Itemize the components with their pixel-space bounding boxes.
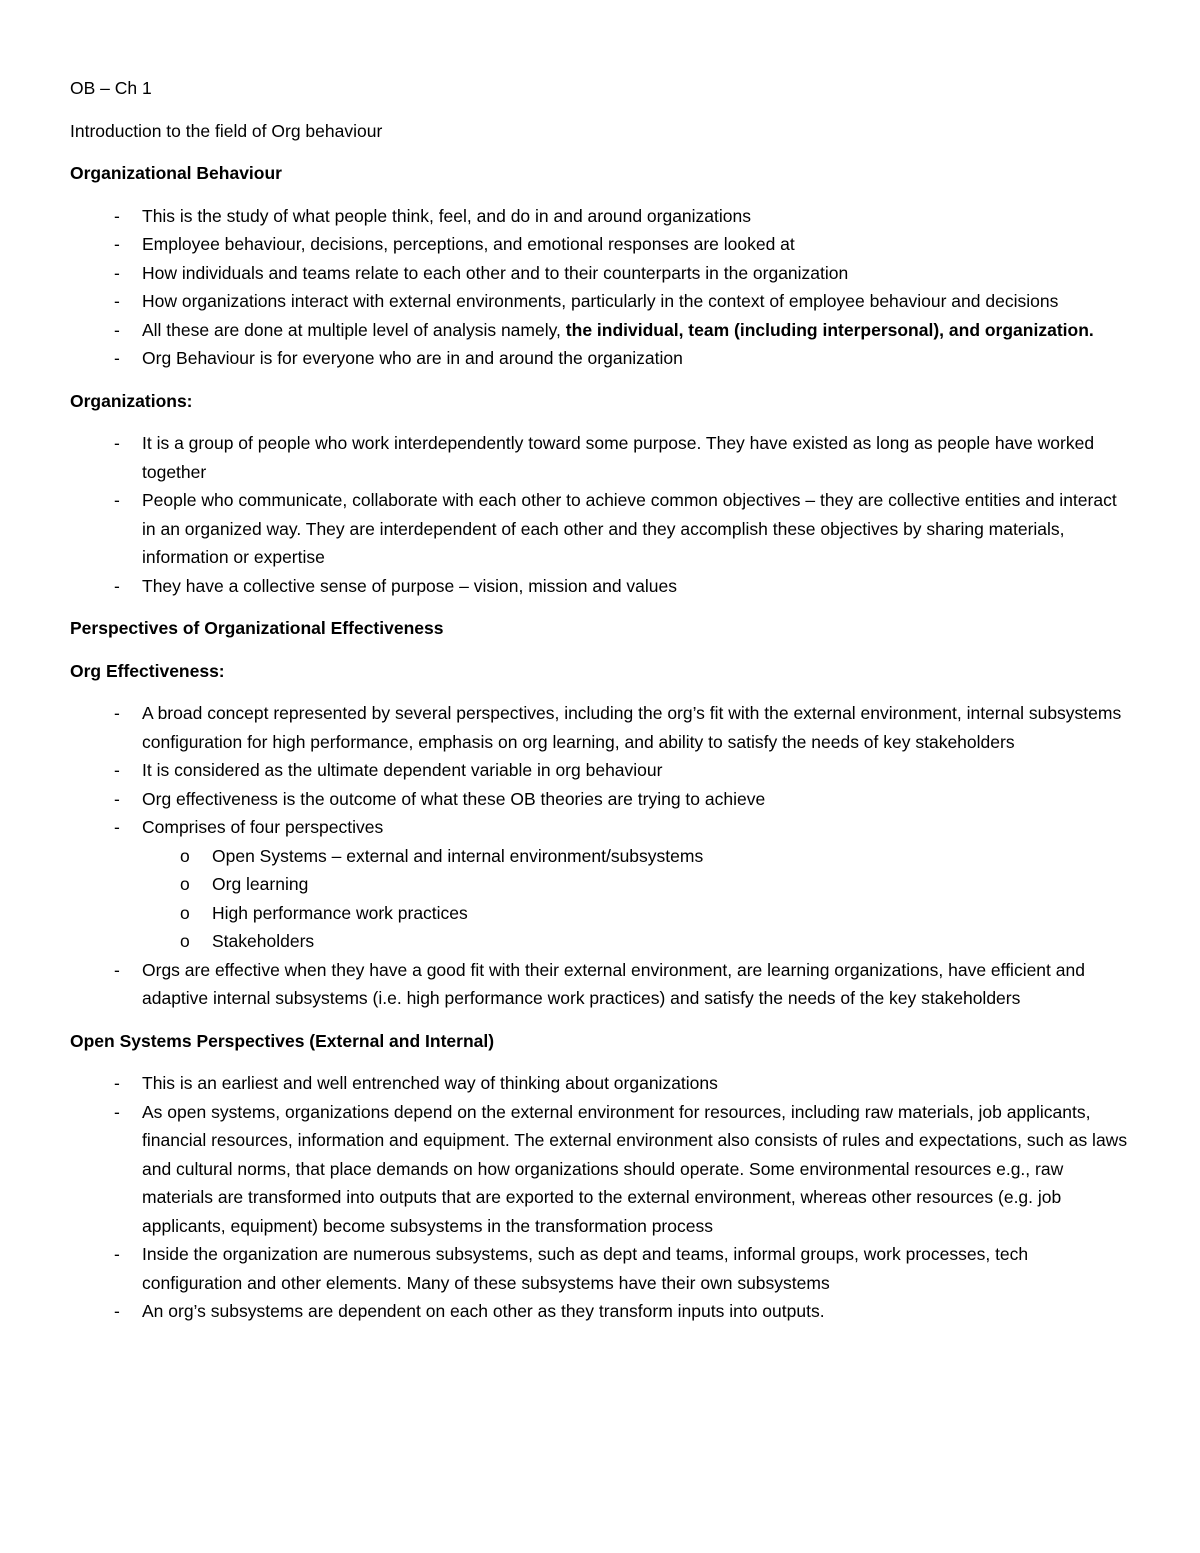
perspectives-sublist <box>142 842 1130 956</box>
list-item: - Orgs are effective when they have a good fit with their external environment, are learning organizations, have efficient and adaptive internal subsystems (i.e. high performance work practices) and satisfy the needs of the key stakeholders <box>70 956 1130 1013</box>
levels-prefix: All these are done at multiple level of analysis namely, <box>142 319 566 340</box>
list-item: - As open systems, organizations depend on the external environment for resources, including raw materials, job applicants, financial resources, information and equipment. The external environment also consists of rules and expectations, such as laws and cultural norms, that place demands on how organizations should operate. Some environmental resources e.g., raw materials are transformed into outputs that are exported to the external environment, whereas other resources (e.g. job applicants, equipment) become subsystems in the transformation process <box>70 1098 1130 1241</box>
section-heading-ob: Organizational Behaviour <box>70 163 282 183</box>
list-item: - An org’s subsystems are dependent on each other as they transform inputs into outputs. <box>70 1297 1130 1326</box>
organizations-list <box>70 429 1130 600</box>
list-item-perspectives <box>70 813 1130 956</box>
sublist-item: o Org learning <box>142 870 1130 899</box>
list-item: - It is a group of people who work interdependently toward some purpose. They have existed as long as people have worked together <box>70 429 1130 486</box>
document-page <box>70 74 1130 1326</box>
list-item: - People who communicate, collaborate with each other to achieve common objectives – they are collective entities and interact in an organized way. They are interdependent of each other and they accomplish these objectives by sharing materials, information or expertise <box>70 486 1130 572</box>
list-item-levels <box>70 316 1130 345</box>
list-item: - They have a collective sense of purpose – vision, mission and values <box>70 572 1130 601</box>
ob-list <box>70 202 1130 373</box>
section-heading-open-systems: Open Systems Perspectives (External and Internal) <box>70 1030 495 1051</box>
open-systems-list <box>70 1069 1130 1326</box>
sublist-item: o High performance work practices <box>142 899 1130 928</box>
sublist-item: o Open Systems – external and internal environment/subsystems <box>142 842 1130 871</box>
section-heading-perspectives: Perspectives of Organizational Effectiveness <box>70 618 444 638</box>
list-item: - Inside the organization are numerous subsystems, such as dept and teams, informal groups, work processes, tech configuration and other elements. Many of these subsystems have their own subsystems <box>70 1240 1130 1297</box>
list-item: - It is considered as the ultimate dependent variable in org behaviour <box>70 756 1130 785</box>
doc-title: OB – Ch 1 <box>70 78 152 98</box>
perspectives-intro: Comprises of four perspectives <box>142 817 384 837</box>
levels-bold: the individual, team (including interpersonal), and organization. <box>565 319 1094 340</box>
list-item: - This is the study of what people think, feel, and do in and around organizations <box>70 202 1130 231</box>
list-item: - This is an earliest and well entrenched way of thinking about organizations <box>70 1069 1130 1098</box>
list-item: - How organizations interact with external environments, particularly in the context of employee behaviour and decisions <box>70 287 1130 316</box>
list-item: - A broad concept represented by several perspectives, including the org’s fit with the external environment, internal subsystems configuration for high performance, emphasis on org learning, and ability to satisfy the needs of key stakeholders <box>70 699 1130 756</box>
list-item: - How individuals and teams relate to each other and to their counterparts in the organization <box>70 259 1130 288</box>
section-heading-effectiveness: Org Effectiveness: <box>70 660 225 681</box>
doc-subtitle: Introduction to the field of Org behaviour <box>70 120 383 141</box>
sublist-item: o Stakeholders <box>142 927 1130 956</box>
list-item: - Employee behaviour, decisions, perceptions, and emotional responses are looked at <box>70 230 1130 259</box>
list-item: - Org effectiveness is the outcome of what these OB theories are trying to achieve <box>70 785 1130 814</box>
list-item: - Org Behaviour is for everyone who are in and around the organization <box>70 344 1130 373</box>
section-heading-organizations: Organizations: <box>70 390 193 411</box>
effectiveness-list <box>70 699 1130 1013</box>
